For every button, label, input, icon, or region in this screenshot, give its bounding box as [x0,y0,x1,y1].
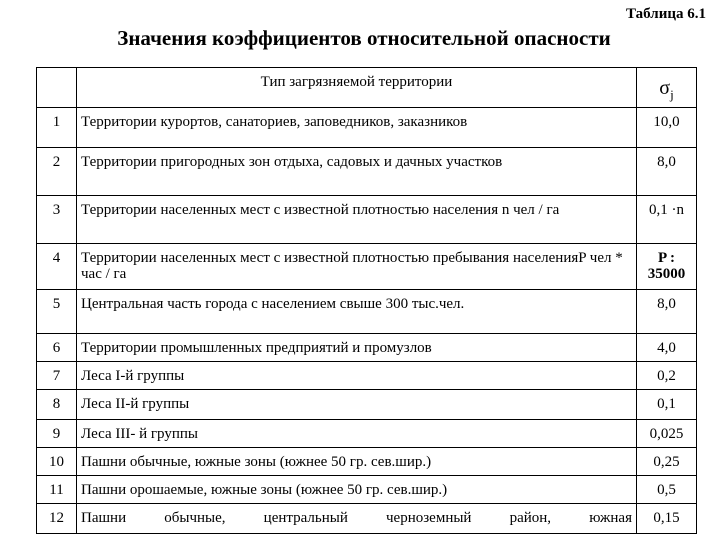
row-description: Территории промышленных предприятий и промузлов [77,334,637,362]
table-row [37,244,697,290]
table-row [37,504,697,534]
row-number: 8 [37,390,77,420]
page-title: Значения коэффициентов относительной опасности [117,26,611,50]
table-row [37,362,697,390]
row-number: 5 [37,290,77,334]
row-number: 1 [37,108,77,148]
coefficients-table [36,67,697,534]
row-value: 8,0 [637,148,697,196]
row-number: 11 [37,476,77,504]
sigma-symbol: $\sigma_j$ [659,77,674,102]
row-value: 10,0 [637,108,697,148]
row-value: 0,2 [637,362,697,390]
row-value: 0,15 [637,504,697,534]
row-value: 0,1 ·n [637,196,697,244]
header-type-label: Тип загрязняемой территории [260,74,453,90]
row-number: 9 [37,420,77,448]
header-num-cell [37,68,77,108]
row-description: Пашни обычные, южные зоны (южнее 50 гр. сев.шир.) [77,448,637,476]
row-description: Леса III- й группы [77,420,637,448]
row-value: 0,025 [637,420,697,448]
row-description: Территории населенных мест с известной плотностью пребывания населенияP чел * час / га [77,244,637,290]
table-row [37,148,697,196]
table-row [37,420,697,448]
table-row [37,476,697,504]
row-description: Территории населенных мест с известной плотностью населения n чел / га [77,196,637,244]
row-value: 0,1 [637,390,697,420]
row-number: 10 [37,448,77,476]
table-row [37,108,697,148]
row-number: 2 [37,148,77,196]
table-row [37,196,697,244]
row-description: Пашни орошаемые, южные зоны (южнее 50 гр. сев.шир.) [77,476,637,504]
row-description: Леса I-й группы [77,362,637,390]
row-number: 6 [37,334,77,362]
row-description: Пашни обычные, центральный черноземный район, южная [77,504,637,534]
table-row [37,290,697,334]
row-description: Леса II-й группы [77,390,637,420]
row-value: 8,0 [637,290,697,334]
row-description: Центральная часть города с населением свыше 300 тыс.чел. [77,290,637,334]
table-row [37,390,697,420]
row-value: 0,5 [637,476,697,504]
sigma-subscript: j [670,87,674,102]
row-value: 4,0 [637,334,697,362]
table-row [37,448,697,476]
table-header-row [37,68,697,108]
header-sigma-cell [637,68,697,108]
table-caption: Таблица 6.1 [626,6,706,22]
row-number: 12 [37,504,77,534]
row-description: Территории пригородных зон отдыха, садовых и дачных участков [77,148,637,196]
row-description: Территории курортов, санаториев, заповедников, заказников [77,108,637,148]
row-number: 4 [37,244,77,290]
row-number: 7 [37,362,77,390]
table-row [37,334,697,362]
row-value: 0,25 [637,448,697,476]
row-number: 3 [37,196,77,244]
row-value: P : 35000 [637,244,697,290]
header-type-cell [77,68,637,108]
